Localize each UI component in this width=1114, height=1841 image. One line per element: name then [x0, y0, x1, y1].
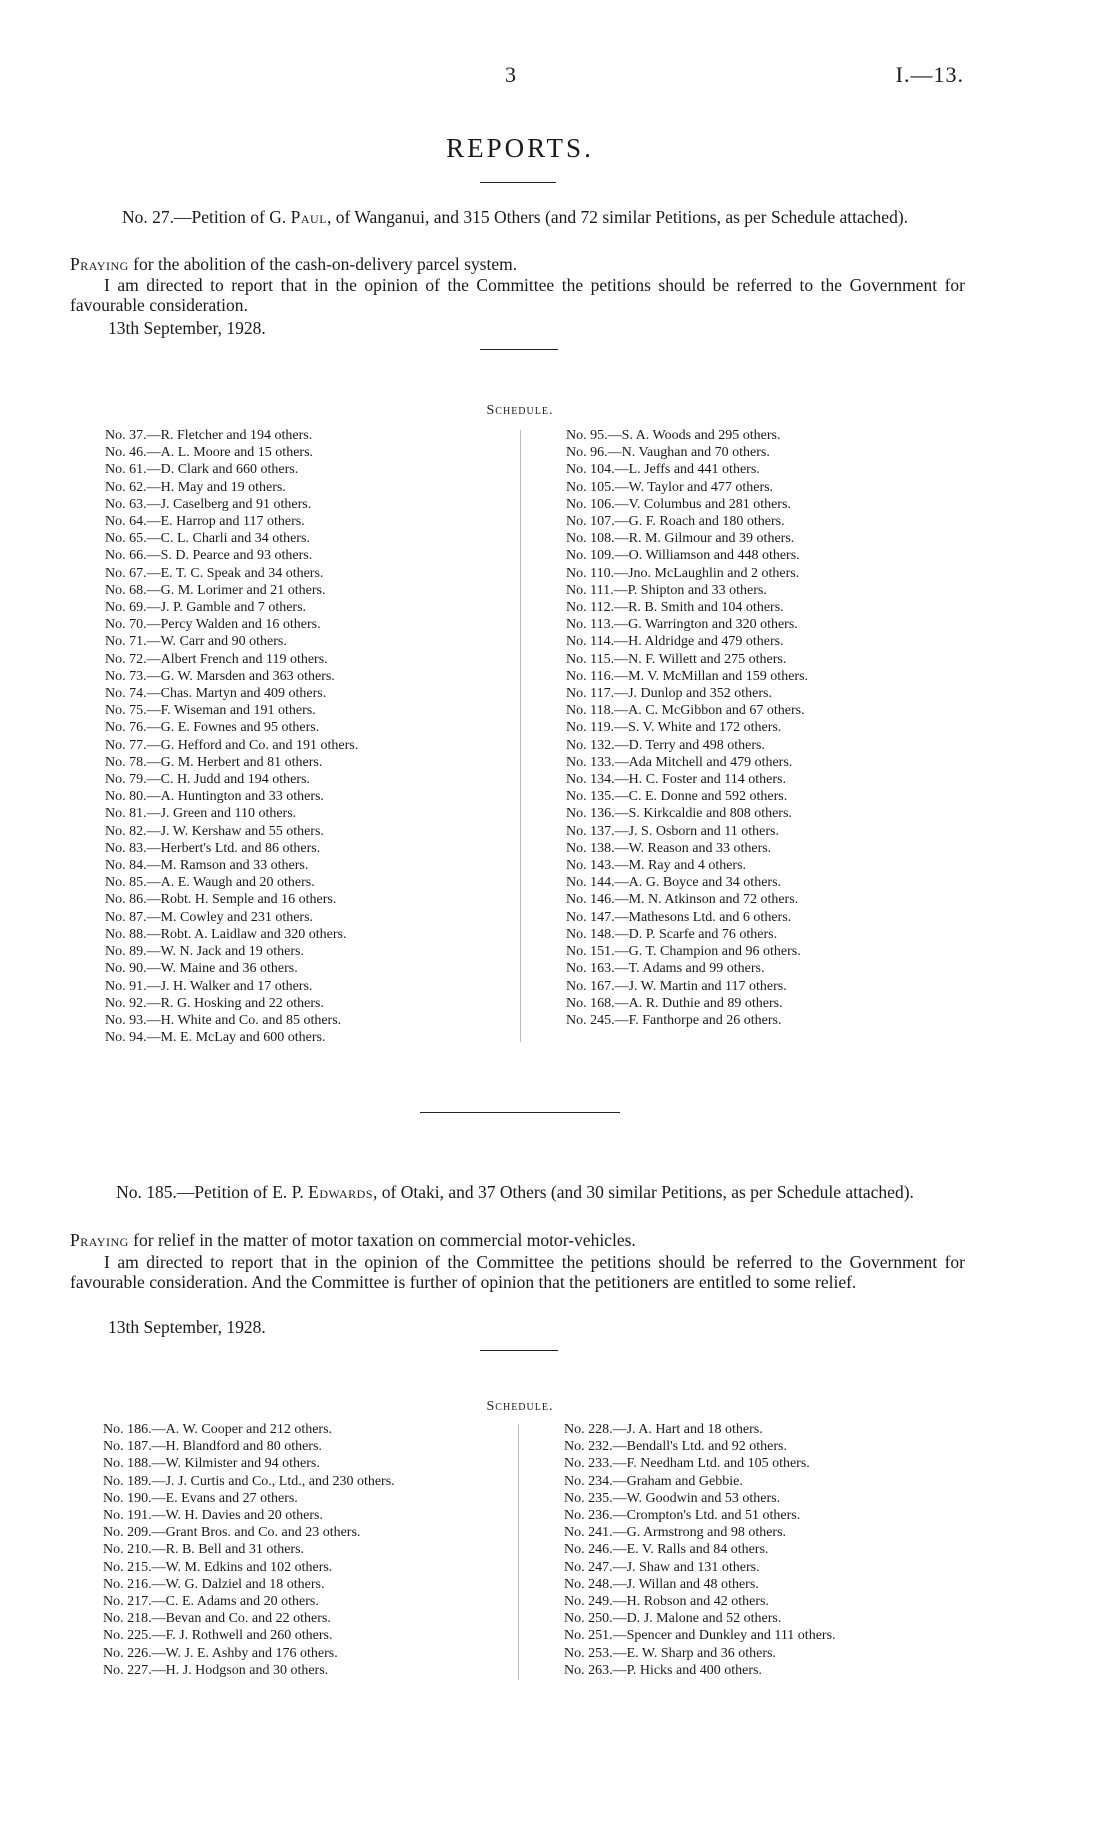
schedule-entry: No. 188.—W. Kilmister and 94 others.	[103, 1456, 320, 1472]
schedule-entry: No. 111.—P. Shipton and 33 others.	[566, 582, 767, 598]
schedule-entry: No. 138.—W. Reason and 33 others.	[566, 840, 772, 856]
section-divider	[420, 1112, 620, 1113]
schedule-entry: No. 104.—L. Jeffs and 441 others.	[566, 462, 760, 478]
schedule-entry: No. 86.—Robt. H. Semple and 16 others.	[105, 892, 337, 908]
schedule-entry: No. 137.—J. S. Osborn and 11 others.	[566, 823, 779, 839]
schedule-entry: No. 116.—M. V. McMillan and 159 others.	[566, 668, 809, 684]
petition-1-date: 13th September, 1928.	[108, 318, 266, 338]
schedule-entry: No. 251.—Spencer and Dunkley and 111 others.	[564, 1628, 836, 1644]
schedule-entry: No. 112.—R. B. Smith and 104 others.	[566, 600, 784, 616]
schedule-entry: No. 83.—Herbert's Ltd. and 86 others.	[105, 840, 321, 856]
schedule-entry: No. 245.—F. Fanthorpe and 26 others.	[566, 1012, 782, 1028]
praying-word: Praying	[70, 254, 129, 274]
schedule-entry: No. 74.—Chas. Martyn and 409 others.	[105, 686, 327, 702]
schedule-entry: No. 61.—D. Clark and 660 others.	[105, 462, 299, 478]
schedule-entry: No. 235.—W. Goodwin and 53 others.	[564, 1490, 781, 1506]
schedule-entry: No. 250.—D. J. Malone and 52 others.	[564, 1611, 782, 1627]
schedule-entry: No. 84.—M. Ramson and 33 others.	[105, 858, 309, 874]
schedule-entry: No. 151.—G. T. Champion and 96 others.	[566, 944, 801, 960]
schedule-entry: No. 146.—M. N. Atkinson and 72 others.	[566, 892, 799, 908]
schedule-entry: No. 88.—Robt. A. Laidlaw and 320 others.	[105, 926, 347, 942]
petition-1-title-rest: , of Wanganui, and 315 Others (and 72 similar Petitions, as per Schedule attached).	[327, 207, 909, 227]
schedule-entry: No. 215.—W. M. Edkins and 102 others.	[103, 1559, 333, 1575]
schedule-entry: No. 148.—D. P. Scarfe and 76 others.	[566, 926, 778, 942]
schedule-entry: No. 144.—A. G. Boyce and 34 others.	[566, 875, 782, 891]
schedule-entry: No. 210.—R. B. Bell and 31 others.	[103, 1542, 305, 1558]
petition-1-surname: Paul	[290, 207, 328, 227]
schedule-entry: No. 136.—S. Kirkcaldie and 808 others.	[566, 806, 792, 822]
schedule-entry: No. 90.—W. Maine and 36 others.	[105, 961, 298, 977]
schedule-entry: No. 106.—V. Columbus and 281 others.	[566, 496, 791, 512]
schedule-entry: No. 71.—W. Carr and 90 others.	[105, 634, 287, 650]
divider-short	[480, 349, 558, 350]
schedule-entry: No. 191.—W. H. Davies and 20 others.	[103, 1508, 323, 1524]
schedule-entry: No. 228.—J. A. Hart and 18 others.	[564, 1422, 763, 1437]
schedule-entry: No. 110.—Jno. McLaughlin and 2 others.	[566, 565, 800, 581]
schedule-1-left-column	[105, 427, 358, 1046]
schedule-entry: No. 109.—O. Williamson and 448 others.	[566, 548, 800, 564]
schedule-entry: No. 96.—N. Vaughan and 70 others.	[566, 445, 770, 461]
schedule-entry: No. 236.—Crompton's Ltd. and 51 others.	[564, 1508, 801, 1524]
heading-underline	[480, 182, 556, 183]
schedule-entry: No. 232.—Bendall's Ltd. and 92 others.	[564, 1439, 787, 1455]
page-number: 3	[505, 62, 516, 87]
schedule-entry: No. 72.—Albert French and 119 others.	[105, 651, 328, 667]
schedule-entry: No. 216.—W. G. Dalziel and 18 others.	[103, 1576, 325, 1592]
document-reference: I.—13.	[895, 62, 964, 87]
schedule-entry: No. 227.—H. J. Hodgson and 30 others.	[103, 1662, 329, 1678]
schedule-entry: No. 89.—W. N. Jack and 19 others.	[105, 944, 304, 960]
schedule-entry: No. 114.—H. Aldridge and 479 others.	[566, 634, 784, 650]
schedule-entry: No. 241.—G. Armstrong and 98 others.	[564, 1525, 787, 1541]
schedule-entry: No. 247.—J. Shaw and 131 others.	[564, 1559, 760, 1575]
schedule-1-title: Schedule.	[486, 403, 554, 418]
schedule-entry: No. 133.—Ada Mitchell and 479 others.	[566, 754, 793, 770]
schedule-entry: No. 105.—W. Taylor and 477 others.	[566, 479, 774, 495]
schedule-entry: No. 92.—R. G. Hosking and 22 others.	[105, 995, 324, 1011]
schedule-entry: No. 108.—R. M. Gilmour and 39 others.	[566, 531, 795, 547]
schedule-entry: No. 68.—G. M. Lorimer and 21 others.	[105, 582, 326, 598]
schedule-entry: No. 187.—H. Blandford and 80 others.	[103, 1439, 322, 1455]
schedule-entry: No. 249.—H. Robson and 42 others.	[564, 1594, 769, 1610]
schedule-entry: No. 163.—T. Adams and 99 others.	[566, 961, 765, 977]
schedule-entry: No. 95.—S. A. Woods and 295 others.	[566, 428, 781, 443]
praying-word: Praying	[70, 1230, 129, 1250]
schedule-entry: No. 134.—H. C. Foster and 114 others.	[566, 772, 786, 788]
schedule-entry: No. 87.—M. Cowley and 231 others.	[105, 909, 314, 925]
schedule-entry: No. 186.—A. W. Cooper and 212 others.	[103, 1422, 333, 1437]
petition-2-title-rest: , of Otaki, and 37 Others (and 30 similar Petitions, as per Schedule attached).	[373, 1182, 914, 1202]
schedule-entry: No. 143.—M. Ray and 4 others.	[566, 858, 747, 874]
schedule-1-divider	[520, 430, 521, 1042]
petition-2-report	[70, 1252, 965, 1292]
schedule-entry: No. 63.—J. Caselberg and 91 others.	[105, 496, 312, 512]
schedule-entry: No. 233.—F. Needham Ltd. and 105 others.	[564, 1456, 810, 1472]
schedule-entry: No. 75.—F. Wiseman and 191 others.	[105, 703, 316, 719]
schedule-entry: No. 246.—E. V. Ralls and 84 others.	[564, 1542, 769, 1558]
schedule-entry: No. 132.—D. Terry and 498 others.	[566, 737, 766, 753]
schedule-entry: No. 147.—Mathesons Ltd. and 6 others.	[566, 909, 792, 925]
schedule-2-left-column	[103, 1421, 395, 1679]
schedule-2-divider	[518, 1424, 519, 1680]
schedule-2-right-column	[564, 1421, 836, 1679]
schedule-entry: No. 263.—P. Hicks and 400 others.	[564, 1662, 762, 1678]
report-text: I am directed to report that in the opinion of the Committee the petitions should be referred to the Government for favourable consideration. And the Committee is further of opinion that the petitioners are entitled to some relief.	[70, 1252, 965, 1292]
schedule-entry: No. 225.—F. J. Rothwell and 260 others.	[103, 1628, 333, 1644]
petition-2-surname: Edwards	[308, 1182, 373, 1202]
schedule-entry: No. 65.—C. L. Charli and 34 others.	[105, 531, 310, 547]
schedule-entry: No. 70.—Percy Walden and 16 others.	[105, 617, 321, 633]
schedule-entry: No. 77.—G. Hefford and Co. and 191 others.	[105, 737, 359, 753]
schedule-entry: No. 94.—M. E. McLay and 600 others.	[105, 1030, 326, 1046]
schedule-entry: No. 218.—Bevan and Co. and 22 others.	[103, 1611, 331, 1627]
schedule-entry: No. 135.—C. E. Donne and 592 others.	[566, 789, 788, 805]
petition-1-title	[70, 207, 960, 228]
schedule-entry: No. 80.—A. Huntington and 33 others.	[105, 789, 324, 805]
petition-1-report	[70, 275, 965, 315]
schedule-entry: No. 91.—J. H. Walker and 17 others.	[105, 978, 313, 994]
praying-text: for the abolition of the cash-on-delivery parcel system.	[128, 254, 518, 274]
schedule-entry: No. 64.—E. Harrop and 117 others.	[105, 514, 305, 530]
petition-1-title-prefix: No. 27.—Petition of G.	[121, 207, 291, 227]
divider-short	[480, 1350, 558, 1351]
schedule-entry: No. 81.—J. Green and 110 others.	[105, 806, 297, 822]
schedule-entry: No. 69.—J. P. Gamble and 7 others.	[105, 600, 307, 616]
schedule-entry: No. 119.—S. V. White and 172 others.	[566, 720, 782, 736]
petition-2-praying	[70, 1230, 970, 1250]
schedule-entry: No. 93.—H. White and Co. and 85 others.	[105, 1012, 342, 1028]
schedule-entry: No. 62.—H. May and 19 others.	[105, 479, 286, 495]
schedule-entry: No. 167.—J. W. Martin and 117 others.	[566, 978, 787, 994]
schedule-entry: No. 209.—Grant Bros. and Co. and 23 others.	[103, 1525, 361, 1541]
schedule-2-title: Schedule.	[486, 1399, 554, 1414]
report-text: I am directed to report that in the opinion of the Committee the petitions should be referred to the Government for favourable consideration.	[70, 275, 965, 315]
schedule-entry: No. 253.—E. W. Sharp and 36 others.	[564, 1645, 776, 1661]
schedule-entry: No. 76.—G. E. Fownes and 95 others.	[105, 720, 320, 736]
schedule-entry: No. 37.—R. Fletcher and 194 others.	[105, 428, 313, 443]
schedule-entry: No. 248.—J. Willan and 48 others.	[564, 1576, 759, 1592]
schedule-entry: No. 73.—G. W. Marsden and 363 others.	[105, 668, 335, 684]
schedule-entry: No. 78.—G. M. Herbert and 81 others.	[105, 754, 323, 770]
petition-2-date: 13th September, 1928.	[108, 1317, 266, 1337]
schedule-entry: No. 168.—A. R. Duthie and 89 others.	[566, 995, 783, 1011]
schedule-entry: No. 118.—A. C. McGibbon and 67 others.	[566, 703, 805, 719]
schedule-1-right-column	[566, 427, 808, 1029]
schedule-entry: No. 46.—A. L. Moore and 15 others.	[105, 445, 314, 461]
schedule-entry: No. 189.—J. J. Curtis and Co., Ltd., and 230 others.	[103, 1473, 395, 1489]
petition-1-praying	[70, 254, 970, 274]
page-heading: REPORTS.	[446, 133, 594, 163]
schedule-entry: No. 79.—C. H. Judd and 194 others.	[105, 772, 310, 788]
schedule-entry: No. 217.—C. E. Adams and 20 others.	[103, 1594, 319, 1610]
schedule-entry: No. 115.—N. F. Willett and 275 others.	[566, 651, 787, 667]
praying-text: for relief in the matter of motor taxation on commercial motor-vehicles.	[128, 1230, 636, 1250]
schedule-entry: No. 82.—J. W. Kershaw and 55 others.	[105, 823, 324, 839]
schedule-entry: No. 234.—Graham and Gebbie.	[564, 1473, 743, 1489]
petition-2-title-prefix: No. 185.—Petition of E. P.	[116, 1182, 309, 1202]
schedule-entry: No. 113.—G. Warrington and 320 others.	[566, 617, 798, 633]
schedule-entry: No. 66.—S. D. Pearce and 93 others.	[105, 548, 313, 564]
schedule-entry: No. 190.—E. Evans and 27 others.	[103, 1490, 298, 1506]
schedule-entry: No. 85.—A. E. Waugh and 20 others.	[105, 875, 315, 891]
petition-2-title	[70, 1182, 960, 1203]
schedule-entry: No. 117.—J. Dunlop and 352 others.	[566, 686, 772, 702]
schedule-entry: No. 67.—E. T. C. Speak and 34 others.	[105, 565, 324, 581]
schedule-entry: No. 226.—W. J. E. Ashby and 176 others.	[103, 1645, 338, 1661]
schedule-entry: No. 107.—G. F. Roach and 180 others.	[566, 514, 785, 530]
